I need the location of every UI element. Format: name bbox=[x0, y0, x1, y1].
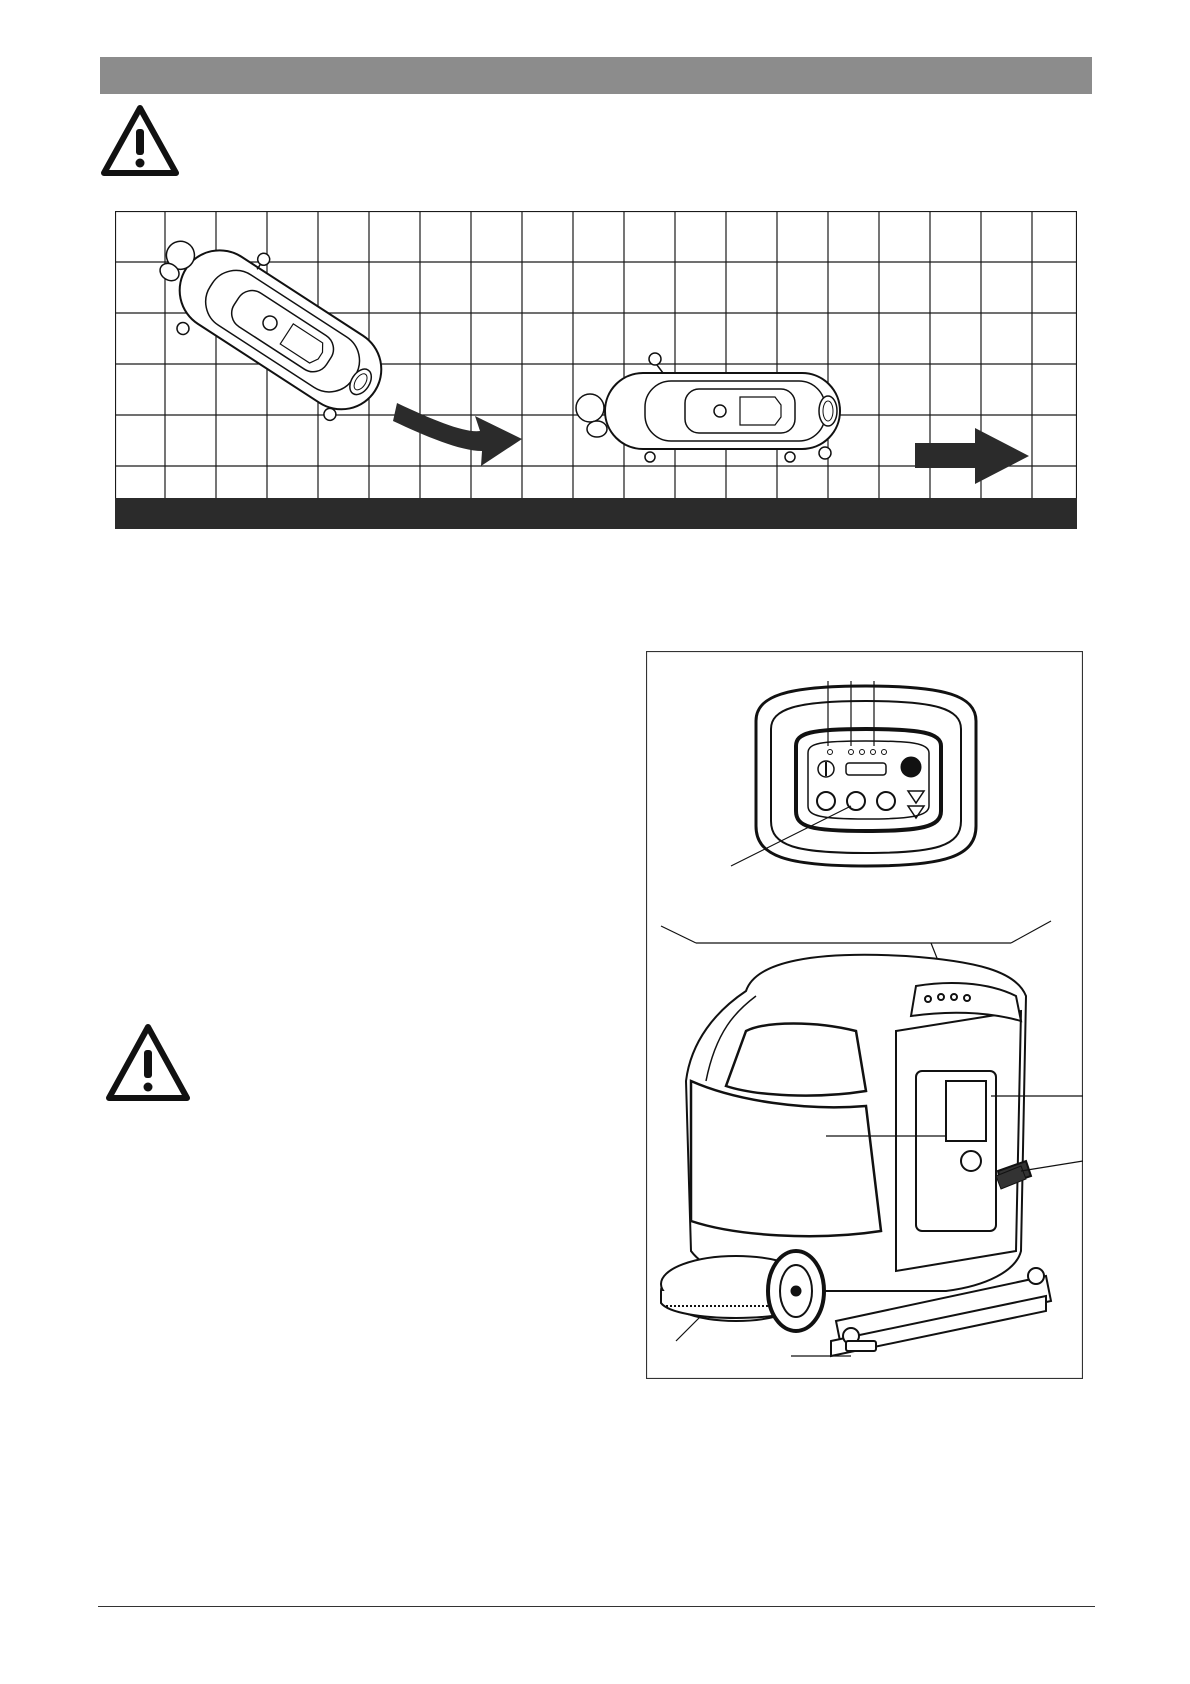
curved-arrow-icon bbox=[393, 403, 522, 466]
straight-arrow-icon bbox=[915, 428, 1029, 484]
scrubber-machine-topview bbox=[576, 353, 840, 462]
floor-maneuver-figure bbox=[115, 211, 1077, 529]
scrubber-dryer-machine bbox=[686, 955, 1031, 1291]
warning-triangle-icon bbox=[105, 1022, 191, 1104]
warning-triangle-icon bbox=[100, 103, 180, 179]
machine-overview-figure bbox=[646, 651, 1083, 1379]
footer-rule bbox=[98, 1606, 1095, 1607]
drive-wheel bbox=[768, 1251, 824, 1331]
scrubber-machine-topview bbox=[133, 211, 406, 440]
floor-strip bbox=[115, 498, 1077, 529]
header-bar bbox=[100, 57, 1092, 94]
